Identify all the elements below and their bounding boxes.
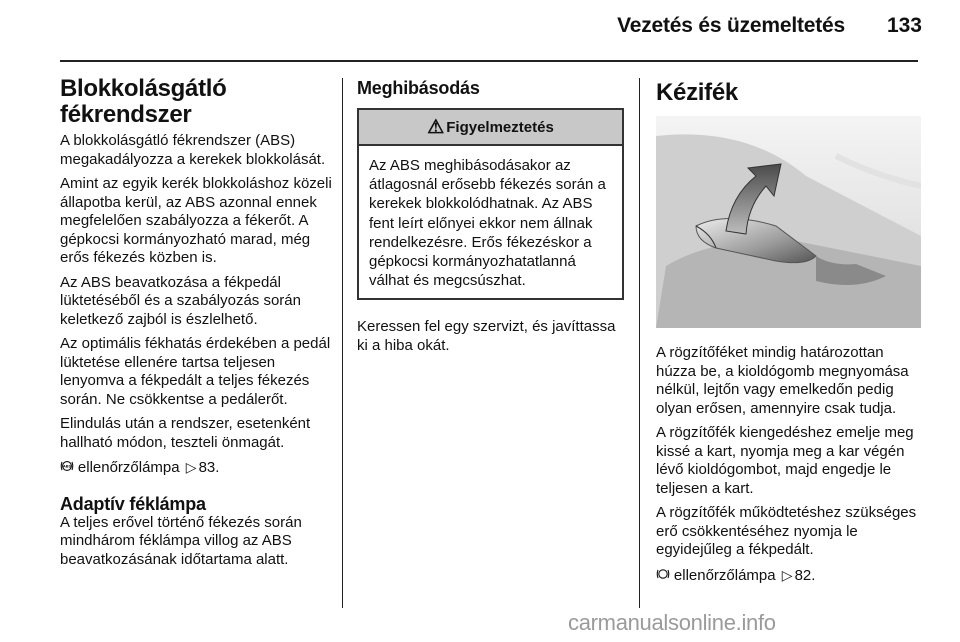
warning-header bbox=[359, 110, 622, 146]
column-abs bbox=[60, 76, 335, 575]
watermark-text: carmanualsonline.info bbox=[568, 610, 776, 635]
warning-triangle-icon: ⚠ bbox=[427, 116, 445, 138]
warning-title: Figyelmeztetés bbox=[446, 118, 554, 136]
column-divider bbox=[639, 78, 640, 608]
subsection-title: Adaptív féklámpa bbox=[60, 493, 206, 514]
column-divider bbox=[342, 78, 343, 608]
reference-text: ellenőrzőlámpa bbox=[77, 459, 180, 476]
title-line: fékrendszer bbox=[60, 101, 192, 128]
page-reference-icon: ▷ bbox=[185, 459, 197, 475]
paragraph: A teljes erővel történő fékezés során mindhárom féklámpa villog az ABS beavatkozásának időtartama alatt. bbox=[60, 513, 302, 568]
reference-text: ellenőrzőlámpa bbox=[673, 566, 776, 584]
handbrake-lever-photo bbox=[656, 116, 921, 328]
page-reference-icon: ▷ bbox=[781, 566, 793, 583]
paragraph: Elindulás után a rendszer, esetenként hallható módon, teszteli önmagát. bbox=[60, 415, 311, 451]
page-number: 133 bbox=[886, 14, 922, 37]
abs-warning-icon bbox=[60, 459, 78, 475]
warning-text: Az ABS meghibásodásakor az átlagosnál erősebb fékezés során a kerekek blokkolódhatnak. Az ABS fent leírt előnyei ekkor nem állnak rendelkezésre. Erős fékezéskor a gépkocsi kormányozhatatlanná válhat és megcsúszhat. bbox=[369, 157, 606, 290]
page-header bbox=[0, 0, 960, 60]
column-fault bbox=[357, 76, 624, 361]
column-handbrake bbox=[656, 76, 921, 591]
paragraph: A rögzítőféket mindig határozottan húzza be, a kioldógomb megnyomása nélkül, lejtőn vagy emelkedőn pedig olyan erősen, amennyire csak tudja. bbox=[656, 344, 909, 417]
abs-reference bbox=[60, 458, 335, 478]
warning-box bbox=[357, 108, 624, 300]
brake-reference bbox=[656, 566, 921, 586]
header-rule bbox=[60, 60, 918, 62]
paragraph: Az ABS beavatkozása a fékpedál lüktetéséből és a szabályozás során keletkező zajból is észlelhető. bbox=[60, 273, 301, 328]
running-title: Vezetés és üzemeltetés bbox=[617, 14, 845, 37]
paragraph: A rögzítőfék kiengedéshez emelje meg kissé a kart, nyomja meg a kar végén lévő kioldógombot, majd engedje le teljesen a kart. bbox=[656, 424, 914, 497]
section-title-abs bbox=[60, 76, 335, 128]
paragraph: Keressen fel egy szervizt, és javíttassa ki a hiba okát. bbox=[357, 318, 616, 354]
section-title-fault: Meghibásodás bbox=[357, 78, 480, 98]
reference-page-link[interactable]: 82. bbox=[794, 566, 816, 584]
paragraph: A blokkolásgátló fékrendszer (ABS) megakadályozza a kerekek blokkolását. bbox=[60, 132, 326, 168]
title-line: Blokkolásgátló bbox=[60, 75, 227, 102]
paragraph: A rögzítőfék működtetéshez szükséges erő csökkentéséhez nyomja le egyidejűleg a fékpedált. bbox=[656, 504, 917, 558]
paragraph: Amint az egyik kerék blokkoláshoz közeli állapotba kerül, az ABS azonnal ennek megfelelően szabályozza a fékerőt. A gépkocsi kormányozható marad, még erős fékezés közben is. bbox=[60, 175, 332, 266]
svg-text:ABS: ABS bbox=[62, 464, 72, 469]
brake-warning-icon bbox=[656, 567, 674, 583]
reference-page-link[interactable]: 83. bbox=[198, 459, 220, 476]
paragraph: Az optimális fékhatás érdekében a pedál lüktetése ellenére tartsa teljesen lenyomva a fékpedált a teljes fékezés során. Ne csökkentse a pedálerőt. bbox=[60, 335, 331, 408]
section-title-handbrake: Kézifék bbox=[656, 79, 738, 106]
